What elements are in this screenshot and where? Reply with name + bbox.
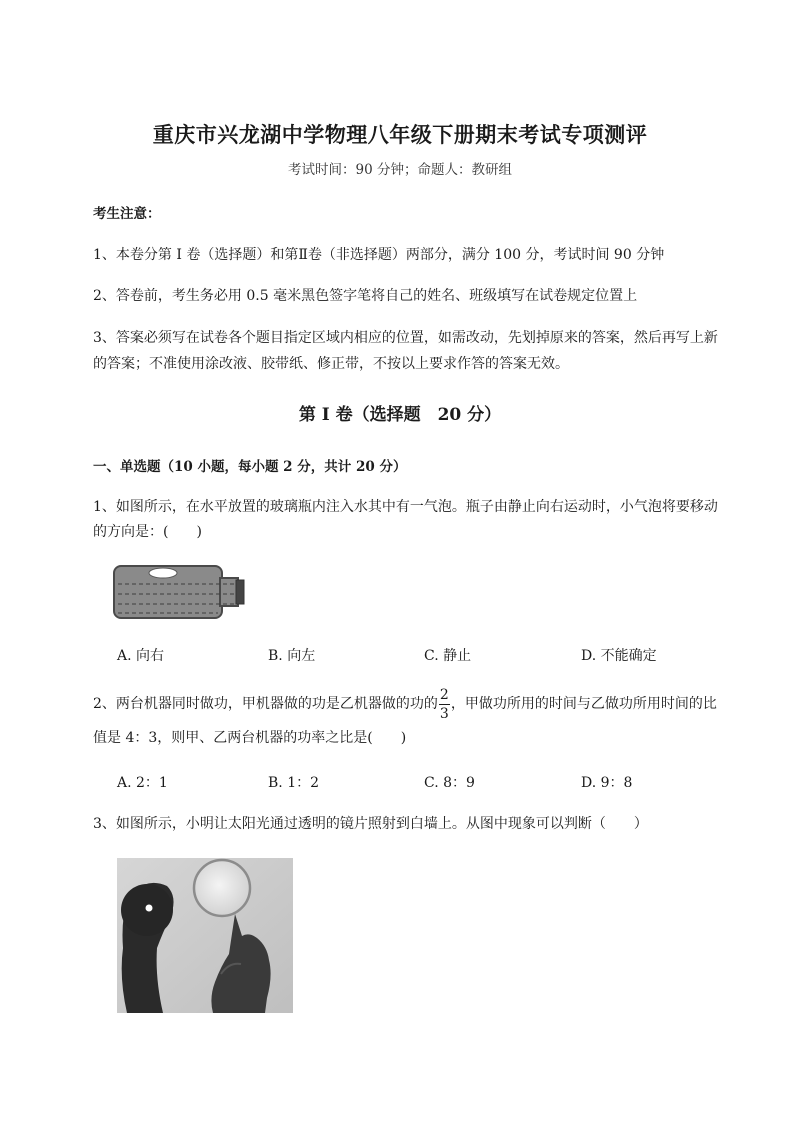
question-2-line-1: [93, 684, 717, 724]
fraction-numerator: 2: [439, 686, 449, 703]
question-2-option-a[interactable]: A. 2：1: [117, 775, 168, 791]
question-2-line-2: 值是 4：3，则甲、乙两台机器的功率之比是( ): [93, 730, 407, 746]
bottle-figure: [112, 562, 247, 622]
notice-item-2: 2、答卷前，考生务必用 0.5 毫米黑色签字笔将自己的姓名、班级填写在试卷规定位置上: [93, 288, 638, 304]
fraction: [439, 688, 450, 721]
question-1-option-d[interactable]: D. 不能确定: [581, 648, 657, 664]
notice-heading: 考生注意：: [93, 206, 161, 222]
question-2-text-after: ，甲做功所用的时间与乙做功所用时间的比: [450, 696, 717, 712]
exam-info: 考试时间：90 分钟；命题人：教研组: [288, 162, 512, 178]
lens-photo-figure: [117, 858, 293, 1013]
question-1-line-2: 的方向是：( ): [93, 524, 202, 540]
air-bubble: [149, 568, 177, 578]
lens: [194, 860, 250, 916]
notice-item-1: 1、本卷分第 I 卷（选择题）和第Ⅱ卷（非选择题）两部分，满分 100 分，考试时间 90 分钟: [93, 247, 665, 263]
question-2-option-b[interactable]: B. 1：2: [268, 775, 320, 791]
notice-item-3: 3、答案必须写在试卷各个题目指定区域内相应的位置，如需改动，先划掉原来的答案，然后再写上新: [93, 330, 718, 346]
question-2-option-c[interactable]: C. 8：9: [424, 775, 475, 791]
question-1-option-a[interactable]: A. 向右: [117, 648, 165, 664]
notice-item-3-cont: 的答案；不准使用涂改液、胶带纸、修正带，不按以上要求作答的答案无效。: [93, 356, 569, 372]
question-2-text-before: 2、两台机器同时做功，甲机器做的功是乙机器做的功的: [93, 696, 438, 712]
part-heading: 一、单选题（10 小题，每小题 2 分，共计 20 分）: [93, 459, 407, 475]
fraction-denominator: 3: [439, 705, 449, 722]
question-2-option-d[interactable]: D. 9：8: [581, 775, 633, 791]
question-1-line-1: 1、如图所示，在水平放置的玻璃瓶内注入水其中有一气泡。瓶子由静止向右运动时，小气泡将要移动: [93, 499, 718, 515]
page-title: 重庆市兴龙湖中学物理八年级下册期末考试专项测评: [152, 122, 648, 147]
question-1-option-c[interactable]: C. 静止: [424, 648, 472, 664]
section-title: 第 I 卷（选择题 20 分）: [298, 405, 502, 425]
bottle-cap: [236, 580, 244, 604]
question-1-option-b[interactable]: B. 向左: [268, 648, 316, 664]
question-3-line-1: 3、如图所示，小明让太阳光通过透明的镜片照射到白墙上。从图中现象可以判断（ ）: [93, 816, 648, 832]
bottle-neck: [220, 578, 238, 606]
light-spot: [146, 905, 153, 912]
